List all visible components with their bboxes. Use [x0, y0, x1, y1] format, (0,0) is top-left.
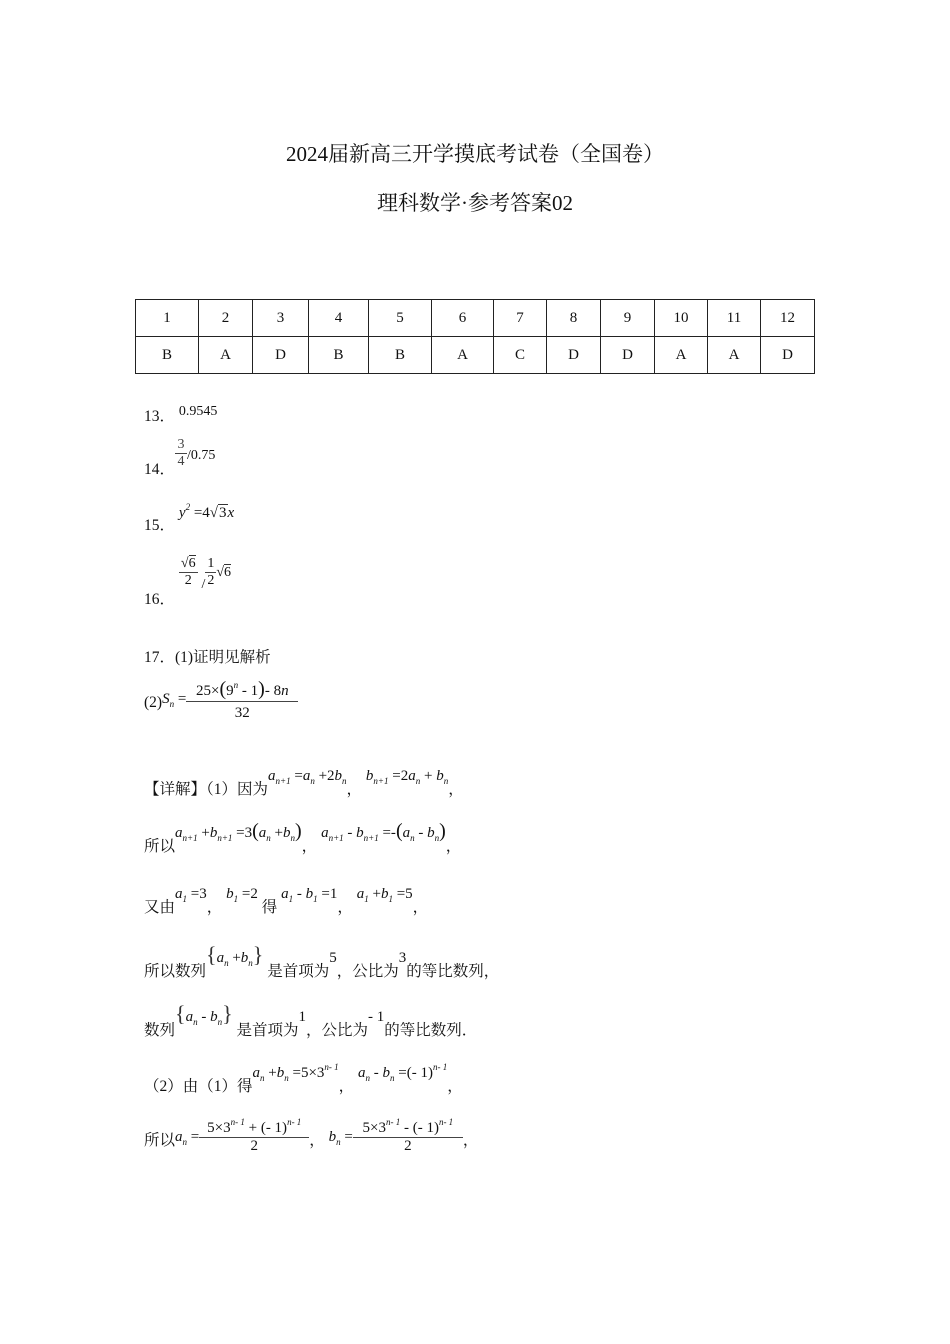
question-label: 16． — [144, 591, 176, 609]
equation: $a_{n+1} - b_{n+1} =-(a_n - b_n)$ — [321, 820, 446, 843]
solution-line-7: 所以$a_n$ = $\frac{5\times 3^{n- 1} + (- 1)^{n- 1}}{2}$ ， $b_n$ = $\frac{5\times 3^{n- 1} - (- 1)^{n- 1}}{2}$ ， — [144, 1117, 479, 1154]
table-cell: B — [369, 337, 432, 374]
answer-16 — [144, 556, 232, 609]
answer-13 — [144, 404, 217, 426]
table-cell: A — [708, 337, 761, 374]
detail-label: 【详解】（1）因为 — [144, 781, 269, 798]
equation: $a_{n+1} =a_n +2b_n$ — [268, 768, 347, 786]
answer-14 — [144, 437, 216, 479]
equation: $S_n$ = $\frac{25\times(9^n - 1)- 8n}{32}$ — [162, 691, 298, 707]
question-label: 17． — [144, 649, 176, 666]
value: - 1 — [368, 1009, 385, 1025]
table-cell: D — [253, 337, 309, 374]
connector-text: 得 — [261, 899, 278, 916]
sqrt-expression: √6 — [216, 565, 232, 581]
equation: $b_{n+1} =2a_n + b_n$ — [365, 768, 449, 786]
table-cell: B — [309, 337, 369, 374]
equation: $a_{n+1} +b_{n+1} =3(a_n +b_n)$ — [175, 820, 302, 843]
table-cell: 12 — [761, 300, 815, 337]
answer-15 — [144, 496, 235, 534]
table-cell: B — [136, 337, 199, 374]
question-label: 14． — [144, 461, 176, 479]
answer-value: 0.9545 — [178, 404, 218, 419]
equation: $a_1 +b_1 =5$ — [356, 886, 413, 904]
table-cell: 4 — [309, 300, 369, 337]
table-cell: A — [199, 337, 253, 374]
solution-line-4 — [144, 942, 500, 980]
equation: $a_n +b_n =5\times 3^{n- 1}$ — [252, 1062, 339, 1083]
answer-value: /0.75 — [187, 448, 216, 464]
sequence-set: $\{a_n - b_n\}$ — [175, 1001, 233, 1027]
part1-text: (1)证明见解析 — [175, 649, 271, 666]
page-subtitle: 理科数学·参考答案02 — [377, 191, 573, 215]
table-cell: 7 — [494, 300, 547, 337]
text-segment: ，公比为 — [306, 1022, 369, 1039]
table-cell: C — [494, 337, 547, 374]
question-label: 15． — [144, 517, 176, 534]
answer-table-answer-row — [136, 337, 815, 374]
table-cell: 1 — [136, 300, 199, 337]
part2-label: (2) — [144, 694, 163, 712]
line-prefix: 所以 — [144, 1131, 176, 1149]
equation: $b_1 =2$ — [226, 886, 258, 904]
table-cell: 10 — [655, 300, 708, 337]
solution-line-6: （2）由（1）得$a_n +b_n =5\times 3^{n- 1}$， $a_n - b_n$ =(- 1)$^{n- 1}$， — [144, 1062, 463, 1095]
separator: / — [201, 577, 206, 593]
table-cell: 11 — [708, 300, 761, 337]
table-cell: 6 — [432, 300, 494, 337]
line-prefix: （2）由（1）得 — [144, 1078, 253, 1095]
value: 3 — [398, 950, 407, 966]
table-cell: D — [761, 337, 815, 374]
fraction-numerator: 3 — [177, 437, 185, 452]
answer-17-part2 — [144, 678, 298, 722]
line-prefix: 所以 — [144, 838, 176, 855]
answer-table — [135, 299, 815, 374]
answer-17 — [144, 645, 271, 667]
line-prefix: 又由 — [144, 899, 176, 916]
equation: $a_n$ = $\frac{5\times 3^{n- 1} + (- 1)^{n- 1}}{2}$ — [175, 1129, 309, 1145]
fraction — [175, 437, 187, 470]
sequence-set: $\{a_n +b_n\}$ — [206, 942, 264, 968]
answer-table-number-row — [136, 300, 815, 337]
table-cell: A — [655, 337, 708, 374]
text-segment: ，公比为 — [336, 963, 399, 980]
question-label: 13． — [144, 408, 176, 425]
solution-line-1: 【详解】（1）因为$a_{n+1} =a_n +2b_n$， $b_{n+1} =2a_n + b_n$， — [144, 768, 464, 798]
equation: $b_n$ = $\frac{5\times 3^{n- 1} - (- 1)^{n- 1}}{2}$ — [329, 1129, 463, 1145]
table-cell: D — [601, 337, 655, 374]
table-cell: 9 — [601, 300, 655, 337]
equation: $y^2 =4√3x$ — [178, 502, 235, 521]
equation: $a_1 =3$ — [175, 886, 207, 904]
line-prefix: 数列 — [144, 1022, 176, 1039]
text-segment: 是首项为 — [267, 963, 330, 980]
page-title: 2024届新高三开学摸底考试卷（全国卷） — [286, 142, 664, 166]
fraction: $\frac{√6}{2}$ — [180, 556, 196, 588]
fraction-denominator: 4 — [175, 453, 187, 470]
text-segment: 的等比数列． — [384, 1022, 478, 1039]
text-segment: 是首项为 — [236, 1022, 299, 1039]
value: 1 — [298, 1009, 307, 1025]
equation: $a_n - b_n$ =(- 1)$^{n- 1}$ — [358, 1062, 448, 1083]
table-cell: D — [547, 337, 601, 374]
equation: $a_1 - b_1 =1$ — [281, 886, 338, 904]
table-cell: 8 — [547, 300, 601, 337]
value: 5 — [329, 950, 337, 966]
fraction: $\frac{1}{2}$ — [207, 556, 215, 588]
table-cell: 2 — [199, 300, 253, 337]
solution-line-5 — [144, 1001, 478, 1039]
table-cell: A — [432, 337, 494, 374]
text-segment: 的等比数列， — [406, 963, 500, 980]
solution-line-2: 所以$a_{n+1} +b_{n+1} =3(a_n +b_n)$， $a_{n+1} - b_{n+1} =-(a_n - b_n)$， — [144, 820, 462, 855]
table-cell: 3 — [253, 300, 309, 337]
solution-line-3: 又由$a_1 =3$， $b_1 =2$ 得 $a_1 - b_1 =1$， $a_1 +b_1 =5$， — [144, 886, 429, 916]
line-prefix: 所以数列 — [144, 963, 207, 980]
table-cell: 5 — [369, 300, 432, 337]
